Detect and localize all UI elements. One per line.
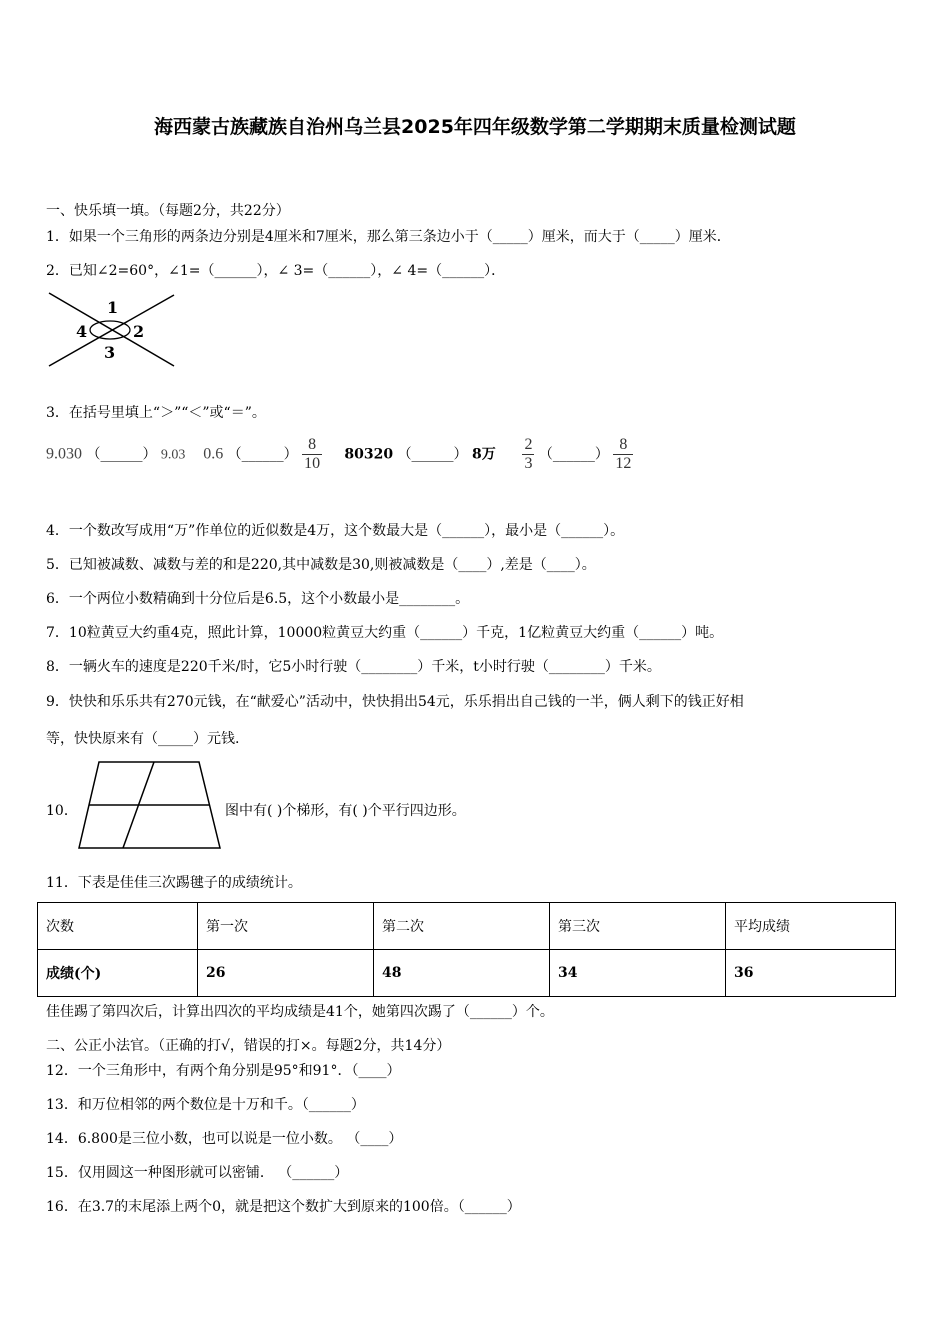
question-5: 5．已知被减数、减数与差的和是220,其中减数是30,则被减数是（____）,差是（____）。 bbox=[46, 557, 596, 573]
q3-b-left: 0.6 bbox=[203, 445, 224, 463]
fraction-8-12: $\frac{8}{12}$ bbox=[615, 436, 632, 472]
q3-c-left: 80320 bbox=[344, 446, 394, 463]
angle-label-4: 4 bbox=[76, 322, 88, 341]
table-cell: 34 bbox=[550, 950, 726, 997]
table-row bbox=[38, 950, 896, 997]
question-9-line-2: 等，快快原来有（_____）元钱. bbox=[46, 731, 240, 747]
question-10-text: 图中有( )个梯形，有( )个平行四边形。 bbox=[225, 803, 466, 819]
question-3-items bbox=[46, 436, 633, 473]
q3-blank-4: （______） bbox=[538, 446, 609, 463]
fraction-2-3: $\frac{2}{3}$ bbox=[524, 436, 533, 472]
question-7: 7．10粒黄豆大约重4克，照此计算，10000粒黄豆大约重（______）千克，1亿粒黄豆大约重（______）吨。 bbox=[46, 625, 724, 641]
q3-blank-2: （______） bbox=[227, 446, 298, 463]
table-header-cell: 第三次 bbox=[550, 903, 726, 950]
question-6: 6．一个两位小数精确到十分位后是6.5，这个小数最小是________。 bbox=[46, 591, 470, 607]
question-9-line-1: 9．快快和乐乐共有270元钱，在“献爱心”活动中，快快捐出54元，乐乐捐出自己钱的一半，俩人剩下的钱正好相 bbox=[46, 694, 744, 710]
angle-diagram bbox=[44, 290, 184, 370]
question-12: 12．一个三角形中，有两个角分别是95°和91°．（____） bbox=[46, 1063, 401, 1079]
table-cell: 成绩(个) bbox=[38, 950, 198, 997]
table-header-cell: 次数 bbox=[38, 903, 198, 950]
table-cell: 48 bbox=[374, 950, 550, 997]
question-11: 11．下表是佳佳三次踢毽子的成绩统计。 bbox=[46, 875, 302, 891]
question-1: 1．如果一个三角形的两条边分别是4厘米和7厘米，那么第三条边小于（_____）厘米，而大于（_____）厘米． bbox=[46, 229, 731, 245]
table-cell: 36 bbox=[726, 950, 896, 997]
table-header-cell: 第一次 bbox=[198, 903, 374, 950]
section-heading-1: 一、快乐填一填。（每题2分，共22分） bbox=[46, 203, 290, 219]
q3-a-left: 9.030 bbox=[46, 445, 82, 463]
q3-blank-3: （______） bbox=[397, 446, 468, 463]
question-4: 4．一个数改写成用“万”作单位的近似数是4万，这个数最大是（______），最小是（______）。 bbox=[46, 523, 625, 539]
score-table bbox=[37, 902, 896, 997]
table-cell: 26 bbox=[198, 950, 374, 997]
question-11-followup: 佳佳踢了第四次后，计算出四次的平均成绩是41个，她第四次踢了（______）个。 bbox=[46, 1004, 554, 1020]
question-3: 3．在括号里填上“＞”“＜”或“＝”。 bbox=[46, 405, 266, 421]
table-header-cell: 平均成绩 bbox=[726, 903, 896, 950]
question-10-number: 10． bbox=[46, 803, 78, 819]
fraction-8-10: $\frac{8}{10}$ bbox=[304, 436, 321, 472]
trapezoid-diagram bbox=[76, 760, 224, 852]
question-16: 16．在3.7的末尾添上两个0，就是把这个数扩大到原来的100倍。（______） bbox=[46, 1199, 521, 1215]
q3-blank-1: （______） bbox=[86, 446, 157, 463]
question-2: 2．已知∠2=60°，∠1=（______），∠ 3=（______），∠ 4=（______）． bbox=[46, 263, 506, 279]
question-15: 15．仅用圆这一种图形就可以密铺． （______） bbox=[46, 1165, 349, 1181]
angle-label-3: 3 bbox=[104, 343, 116, 362]
section-heading-2: 二、公正小法官。（正确的打√，错误的打×。每题2分，共14分） bbox=[46, 1038, 451, 1054]
angle-label-1: 1 bbox=[107, 298, 119, 317]
q3-a-right: 9.03 bbox=[160, 447, 186, 463]
q3-c-right: 8万 bbox=[472, 446, 496, 463]
table-header-row bbox=[38, 903, 896, 950]
page-title: 海西蒙古族藏族自治州乌兰县2025年四年级数学第二学期期末质量检测试题 bbox=[154, 116, 796, 138]
question-8: 8．一辆火车的速度是220千米/时，它5小时行驶（________）千米，t小时行驶（________）千米。 bbox=[46, 659, 661, 675]
question-14: 14．6.800是三位小数，也可以说是一位小数。 （____） bbox=[46, 1131, 403, 1147]
question-13: 13．和万位相邻的两个数位是十万和千。（______） bbox=[46, 1097, 365, 1113]
table-header-cell: 第二次 bbox=[374, 903, 550, 950]
angle-label-2: 2 bbox=[133, 322, 145, 341]
